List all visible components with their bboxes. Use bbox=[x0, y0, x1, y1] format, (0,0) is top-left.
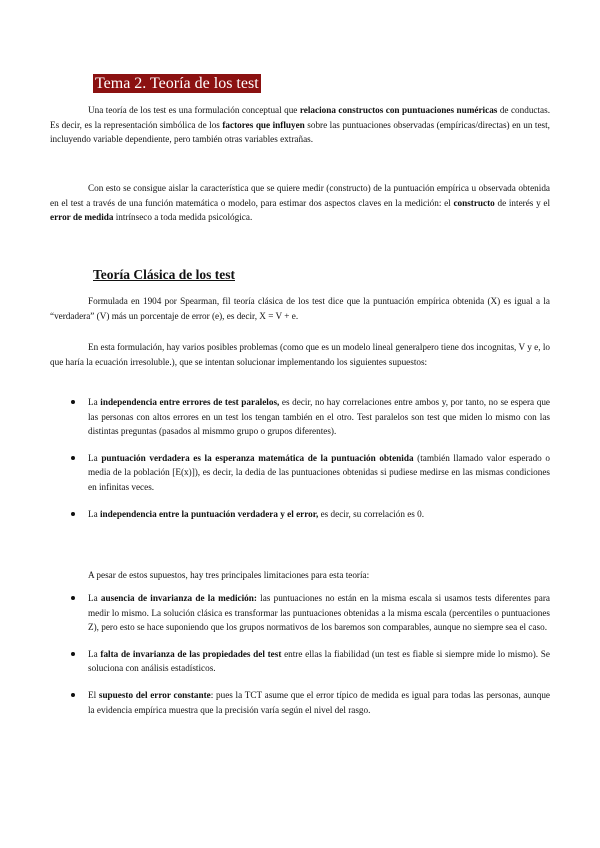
list-item: La falta de invarianza de las propiedades del test entre ellas la fiabilidad (un test es fiable si siempre mide lo mismo). Se soluciona con análisis estadísticos. bbox=[88, 647, 550, 676]
bullet-icon bbox=[71, 512, 75, 516]
bullet-icon bbox=[71, 596, 75, 600]
bullet-icon bbox=[71, 652, 75, 656]
section-paragraph-2: En esta formulación, hay varios posibles problemas (como que es un modelo lineal generalpero tiene dos incognitas, V y e, lo que haría la ecuación irresoluble.), que se intentan solucionar implementando los siguientes supuestos: bbox=[50, 342, 550, 367]
intro-paragraph-2: Con esto se consigue aislar la característica que se quiere medir (constructo) de la puntuación empírica u observada obtenida en el test a través de una función matemática o modelo, para estimar dos aspectos claves en la medición: el constructo de interés y el error de medida intrínseco a toda medida psicológica. bbox=[50, 183, 551, 223]
limitaciones-list bbox=[88, 591, 550, 717]
supuestos-list bbox=[88, 395, 550, 521]
page-title: Tema 2. Teoría de los test bbox=[95, 75, 259, 92]
intro-paragraph-1: Una teoría de los test es una formulación conceptual que relaciona constructos con puntuaciones numéricas de conductas. Es decir, es la representación simbólica de los factores que influyen sobre las puntuaciones observadas (empíricas/directas) en un test, incluyendo variable dependiente, pero también otras variables extrañas. bbox=[50, 105, 550, 145]
list-item: La independencia entre errores de test paralelos, es decir, no hay correlaciones entre ambos y, por tanto, no se espera que las personas con altos errores en un test los tengan también en el otro. Test paralelos son test que miden lo mismo con las distintas preguntas (pasados al mismmo grupo o grupos diferentes). bbox=[88, 395, 550, 439]
list-item: La puntuación verdadera es la esperanza matemática de la puntuación obtenida (también llamado valor esperado o media de la población [E(x)]), es decir, la dedia de las puntuaciones obtenidas si pudiese medirse en las mismas condiciones en infinitas veces. bbox=[88, 451, 550, 495]
list-item: La independencia entre la puntuación verdadera y el error, es decir, su correlación es 0. bbox=[88, 507, 550, 522]
bullet-icon bbox=[71, 693, 75, 697]
section-paragraph-1: Formulada en 1904 por Spearman, fil teoría clásica de los test dice que la puntuación empírica obtenida (X) es igual a la “verdadera” (V) más un porcentaje de error (e), es decir, X = V + e. bbox=[50, 296, 550, 321]
bullet-icon bbox=[71, 456, 75, 460]
section-paragraph-3: A pesar de estos supuestos, hay tres principales limitaciones para esta teoría: bbox=[88, 570, 370, 580]
bullet-icon bbox=[71, 400, 75, 404]
section-heading: Teoría Clásica de los test bbox=[93, 267, 235, 282]
list-item: El supuesto del error constante: pues la TCT asume que el error típico de medida es igual para todas las personas, aunque la evidencia empírica muestra que la precisión varía según el nivel del rasgo. bbox=[88, 688, 550, 717]
list-item: La ausencia de invarianza de la medición: las puntuaciones no están en la misma escala si usamos tests diferentes para medir lo mismo. La solución clásica es transformar las puntuaciones obtenidas a la misma escala (percentiles o puntuaciones Z), pero esto se hace suponiendo que los grupos normativos de los baremos son comparables, aunque no siempre sea el caso. bbox=[88, 591, 550, 635]
